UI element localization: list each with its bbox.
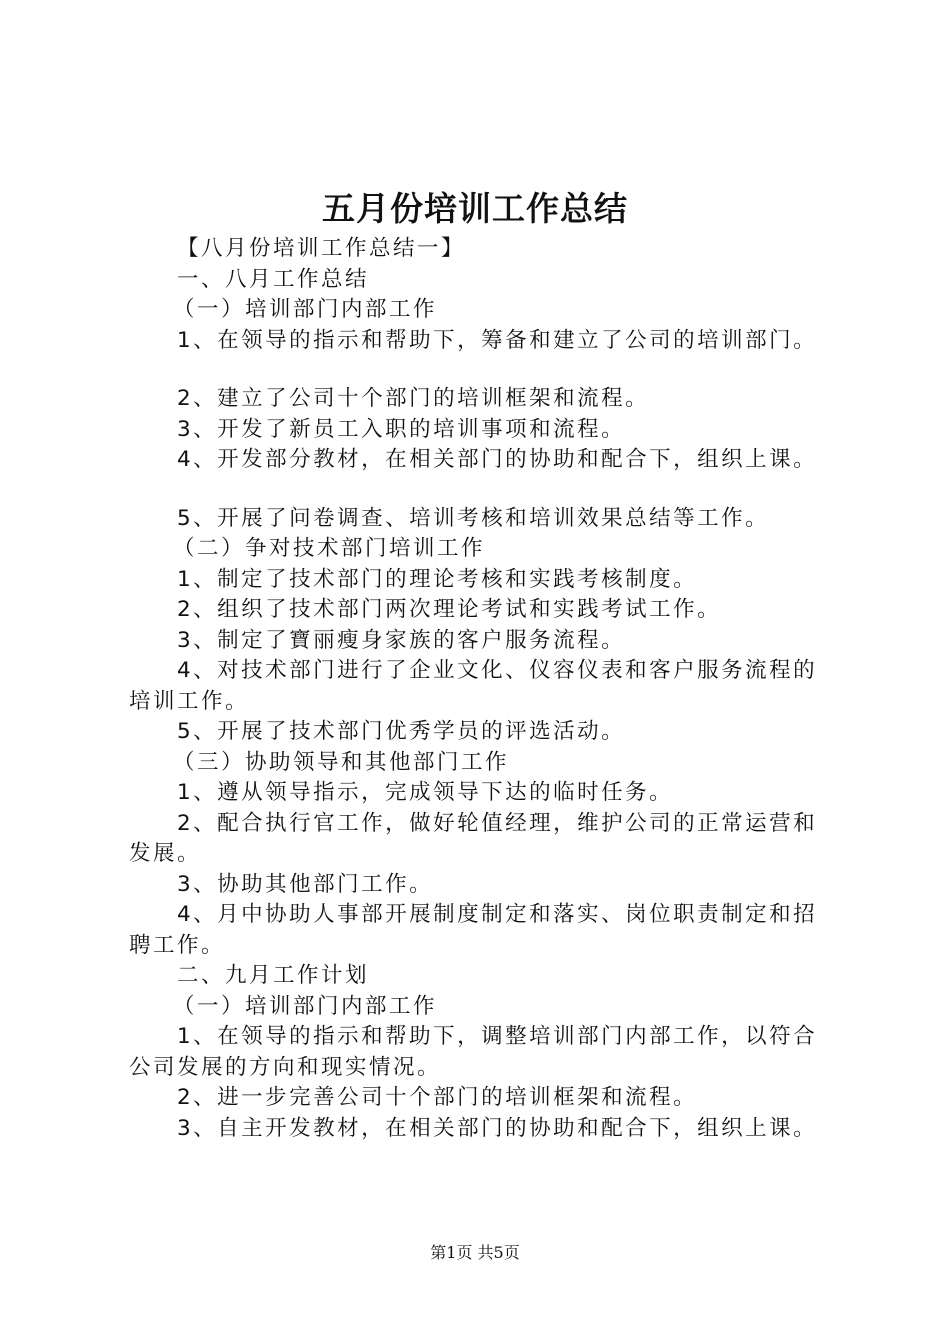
- subsection-heading: （三）协助领导和其他部门工作: [173, 749, 510, 775]
- list-item: 3、制定了寶丽瘦身家族的客户服务流程。: [177, 627, 626, 653]
- paragraph-gap: [129, 356, 841, 384]
- list-item: 1、在领导的指示和帮助下，筹备和建立了公司的培训部门。: [177, 327, 818, 353]
- list-item: 4、对技术部门进行了企业文化、仪容仪表和客户服务流程的培训工作。: [129, 658, 818, 714]
- list-item: 5、开展了技术部门优秀学员的评选活动。: [177, 719, 626, 744]
- list-item: 4、月中协助人事部开展制度制定和落实、岗位职责制定和招聘工作。: [129, 902, 818, 958]
- paragraph-gap: [129, 476, 841, 504]
- list-item: 1、遵从领导指示，完成领导下达的临时任务。: [177, 780, 674, 805]
- list-item: 2、进一步完善公司十个部门的培训框架和流程。: [177, 1085, 698, 1110]
- list-item: 1、制定了技术部门的理论考核和实践考核制度。: [177, 566, 698, 592]
- section-heading: 一、八月工作总结: [177, 266, 370, 292]
- document-title: 五月份培训工作总结: [322, 189, 628, 228]
- section-heading: 二、九月工作计划: [177, 963, 370, 988]
- page-footer: 第1页 共5页: [430, 1243, 520, 1262]
- list-item: 3、自主开发教材，在相关部门的协助和配合下，组织上课。: [177, 1115, 818, 1141]
- document-body: [129, 234, 841, 1144]
- list-item: 2、建立了公司十个部门的培训框架和流程。: [177, 386, 650, 411]
- list-item: 4、开发部分教材，在相关部门的协助和配合下，组织上课。: [177, 447, 818, 472]
- list-item: 1、在领导的指示和帮助下，调整培训部门内部工作，以符合公司发展的方向和现实情况。: [129, 1024, 818, 1080]
- subsection-heading: （一）培训部门内部工作: [173, 297, 438, 322]
- subsection-heading: （一）培训部门内部工作: [173, 993, 438, 1019]
- list-item: 2、组织了技术部门两次理论考试和实践考试工作。: [177, 597, 722, 622]
- list-item: 3、开发了新员工入职的培训事项和流程。: [177, 416, 626, 442]
- subsection-heading: （二）争对技术部门培训工作: [173, 536, 486, 561]
- list-item: 2、配合执行官工作，做好轮值经理，维护公司的正常运营和发展。: [129, 810, 818, 866]
- list-item: 3、协助其他部门工作。: [177, 871, 434, 897]
- section-heading: 【八月份培训工作总结一】: [177, 236, 466, 261]
- list-item: 5、开展了问卷调查、培训考核和培训效果总结等工作。: [177, 505, 770, 531]
